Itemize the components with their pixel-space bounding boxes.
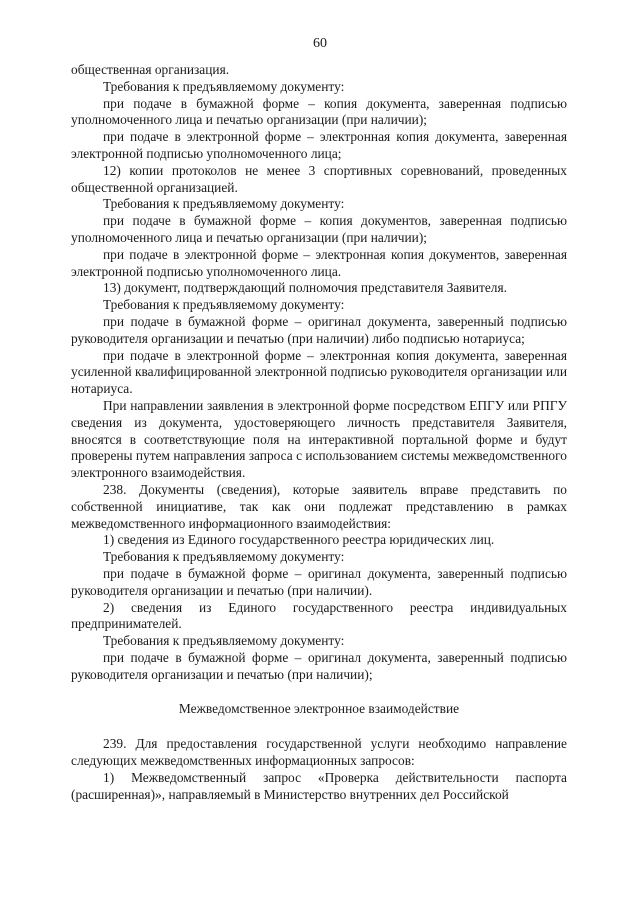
- paragraph: при подаче в бумажной форме – оригинал документа, заверенный подписью руководителя организации и печатью (при наличии) либо подписью нотариуса;: [71, 313, 567, 346]
- paragraph: 239. Для предоставления государственной услуги необходимо направление следующих межведомственных информационных запросов:: [71, 736, 567, 769]
- paragraph: 12) копии протоколов не менее 3 спортивных соревнований, проведенных общественной организацией.: [71, 162, 567, 195]
- paragraph: 1) сведения из Единого государственного реестра юридических лиц.: [103, 532, 495, 548]
- paragraph: 238. Документы (сведения), которые заявитель вправе представить по собственной инициативе, так как они подлежат представлению в рамках межведомственного информационного взаимодействия:: [71, 481, 567, 531]
- paragraph: при подаче в электронной форме – электронная копия документа, заверенная усиленной квалифицированной электронной подписью руководителя организации или нотариуса.: [71, 347, 567, 397]
- page-number: 60: [313, 36, 327, 51]
- paragraphs-bottom: [71, 736, 567, 803]
- paragraph: при подаче в электронной форме – электронная копия документов, заверенная электронной подписью уполномоченного лица.: [71, 246, 567, 279]
- paragraph: При направлении заявления в электронной форме посредством ЕПГУ или РПГУ сведения из документа, удостоверяющего личность представителя Заявителя, вносятся в соответствующие поля на интерактивной портальной форме и будут проверены путем направления запроса с использованием системы межведомственного электронного взаимодействия.: [71, 397, 567, 481]
- paragraph: Требования к предъявляемому документу:: [103, 78, 345, 94]
- paragraph: при подаче в электронной форме – электронная копия документа, заверенная электронной подписью уполномоченного лица;: [71, 129, 567, 161]
- paragraph: Требования к предъявляемому документу:: [103, 297, 345, 313]
- paragraph: Требования к предъявляемому документу:: [103, 633, 345, 649]
- paragraph: при подаче в бумажной форме – оригинал документа, заверенный подписью руководителя организации и печатью (при наличии);: [71, 649, 567, 682]
- paragraph: при подаче в бумажной форме – оригинал документа, заверенный подписью руководителя организации и печатью (при наличии).: [71, 565, 567, 598]
- paragraph: общественная организация.: [71, 62, 230, 77]
- paragraph: 2) сведения из Единого государственного реестра индивидуальных предпринимателей.: [71, 599, 567, 632]
- paragraph: Требования к предъявляемому документу:: [103, 549, 345, 565]
- paragraph: 13) документ, подтверждающий полномочия представителя Заявителя.: [103, 280, 507, 296]
- paragraphs-top: [71, 62, 567, 683]
- paragraph: при подаче в бумажной форме – копия документов, заверенная подписью уполномоченного лица и печатью организации (при наличии);: [71, 213, 567, 245]
- paragraph: 1) Межведомственный запрос «Проверка действительности паспорта (расширенная)», направляемый в Министерство внутренних дел Российской: [71, 769, 567, 802]
- section-heading: Межведомственное электронное взаимодействие: [178, 701, 460, 717]
- paragraph: при подаче в бумажной форме – копия документа, заверенная подписью уполномоченного лица и печатью организации (при наличии);: [71, 95, 567, 128]
- document-body: [71, 62, 567, 803]
- paragraph: Требования к предъявляемому документу:: [103, 196, 345, 212]
